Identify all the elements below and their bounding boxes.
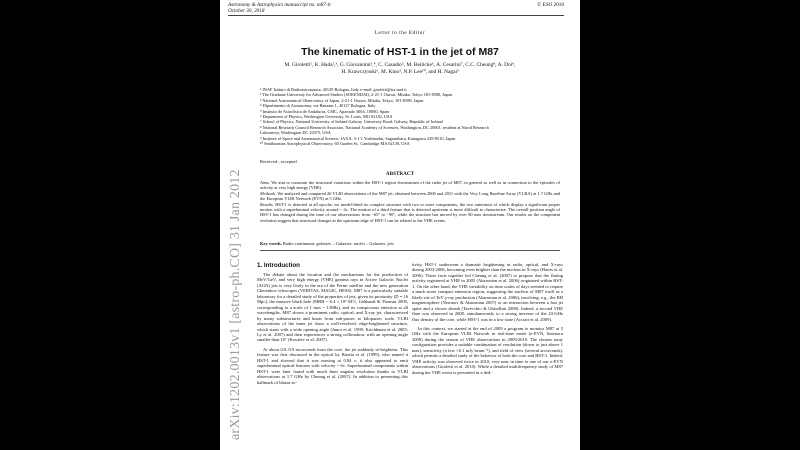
arxiv-watermark: arXiv:1202.0013v1 [astro-ph.CO] 31 Jan 2012 (228, 169, 243, 440)
paper-page (220, 0, 580, 450)
results-label: Results. (260, 201, 274, 207)
affiliation: ¹⁰ Smithsonian Astrophysical Observatory, 60 Garden St., Cambridge MA 02138, USA (260, 141, 410, 147)
author-line: H. Krawczynski⁶, M. Kino³, N.P. Lee¹⁰, and H. Nagai³ (341, 69, 459, 75)
affiliation: ² The Graduate University for Advanced Studies (SOKENDAI), 2-21-1 Osawa, Mitaka, Tokyo 181-8588, Japan (260, 92, 453, 98)
paragraph: tivity, HST-1 underwent a dramatic brightening in radio, optical, and X-rays during 2003-2006, becoming even brighter than the nucleus in X-rays (Harris et al. 2006). These facts together led Cheung et al. (2007) to propose that the flaring activity registered at VHE in 2005 (Aharonian et al. 2006) originated within HST-1. On the other hand, the VHE variability on time scales of days seemed to require a much more compact emission region, suggesting the nucleus of M87 itself as a likely site of TeV γ-ray production (Aharonian et al. 2006), involving, e.g., the BH magnetosphere (Neronov & Aharonian 2007) or an interaction between a fast jet spine and a slower sheath (Tavecchio & Ghisellini 2008). Indeed, a second VHE flare was observed in 2008, simultaneously to a strong increase of the 43-GHz flux density of the core, while HST-1 was in a low state (Acciari et al. 2009). (412, 262, 564, 322)
author-list (250, 62, 550, 76)
aims-text: We aim to constrain the structural variations within the HST-1 region downstream of the radio jet of M87, in general as well as in connection to the episodes of activity at very high energy (VHE). (260, 180, 560, 191)
abstract-body (260, 180, 560, 223)
affiliation: ⁹ Institute of Space and Astronautical Science, JAXA, 3-1-1 Yoshinodai, Sagamihara, Kanagawa 229-8510, Japan (260, 135, 456, 141)
copyright: © ESO 2018 (537, 2, 564, 8)
affiliation: ¹ INAF Istituto di Radioastronomia, 40129 Bologna, Italy e-mail: giroletti@ira.inaf.it (260, 87, 407, 92)
right-column (412, 262, 563, 379)
methods-text: We analyzed and compared 26 VLBI observations of the M87 jet, obtained between 2006 and 2011 with the Very Long Baseline Array (VLBA) at 1.7 GHz and the European VLBI Network (EVN) at 5 GHz. (260, 190, 560, 202)
keywords-rule (260, 250, 560, 251)
results-text: HST-1 is detected at all epochs; we model-fitted its complex structure with two or more components, the two outermost of which display a significant proper motion with a superluminal velocity around ~ 4c. The motion of a third feature that is detected upstream is more difficult to characterize. The overall position angle of HST-1 has changed during the time of our observations from −65° to −90°, while the structure has moved by over 80 mas downstream. Our results on the component evolution suggest that structural changes at the upstream edge of HST-1 can be related to the VHE events. (260, 201, 560, 223)
aims-label: Aims. (260, 180, 270, 185)
keywords-label: Key words. (260, 241, 282, 246)
affiliation: ⁴ Dipartimento di Astronomia, via Ranzani 1, 40127 Bologna, Italy (260, 103, 376, 109)
paragraph: At about 0.8–0.9 arcseconds from the core, the jet suddenly re-brightens. This feature was first discussed in the optical by Biretta et al. (1999), who named it HST-1 and showed that it was moving at 0.84 c; it also appeared to emit superluminal optical features with velocity ~ 6c. Superluminal components within HST-1 were later found with much finer angular resolution thanks to VLBI observations at 1.7 GHz by Cheung et al. (2007). In addition to presenting this hallmark of blazar ac- (257, 346, 408, 385)
author-line: M. Giroletti¹, K. Hada²,³, G. Giovannini¹,⁴, C. Casadio⁵, M. Beilicke⁶, A. Cesarini⁷, C.C. Cheung⁸, A. Doi⁹, (284, 62, 516, 68)
methods-label: Methods. (260, 190, 277, 196)
affiliation: ⁸ National Research Council Research Associate, National Academy of Sciences, Washington, DC 20001, resident at Naval Research (260, 124, 489, 130)
affiliations (260, 87, 560, 146)
received-line: Received ; accepted (260, 159, 297, 164)
section-heading: 1. Introduction (257, 262, 300, 269)
affiliation: ³ National Astronomical Observatory of Japan, 2-21-1 Osawa, Mitaka, Tokyo, 181-8588, Japan (260, 97, 424, 103)
manuscript-date: October 30, 2018 (228, 8, 265, 14)
keywords (260, 241, 560, 246)
header-rule (228, 15, 564, 16)
paragraph: In this context, we started at the end of 2009 a program to monitor M87 at 5 GHz with the European VLBI Network in real-time mode (e-EVN, Szomoru 2008) during the season of VHE observations in 2009/2010. The chosen array configuration provides a suitable combination of resolution (down to just above 1 mas), sensitivity (a few ×0.1 mJy beam⁻¹), and field of view (several arcseconds), which permits a detailed study of the behavior of both the core and HST-1. Indeed, VHE activity was observed twice in 2010, very near in time to one of our e-EVN observations (Giroletti et al. 2010). While a detailed multifrequency study of M87 during the VHE event is presented in a ded- (412, 325, 563, 375)
affiliation: Laboratory, Washington DC 20375, USA (260, 130, 331, 136)
letter-label: Letter to the Editor (374, 31, 426, 36)
journal-header (228, 2, 331, 14)
affiliation: ⁶ Department of Physics, Washington University, St. Louis, MO 63130, USA (260, 114, 393, 120)
affiliation: ⁵ Instituto de Astrofísica de Andalucía, CSIC, Apartado 3004, 18080, Spain (260, 108, 390, 114)
left-column (257, 272, 408, 389)
paragraph: The debate about the location and the mechanisms for the production of MeV/GeV, and very high energy (VHE) gamma rays in Active Galactic Nuclei (AGN) jets is very lively in the era of the Fermi satellite and the new generation Cherenkov telescopes (VERITAS, MAGIC, HESS). M87 is a particularly suitable laboratory for a detailed study of the properties of jets, given its proximity (D = 16 Mpc), the massive black hole (MBH ~ 6.4 × 10⁹ M☉, Gebhardt & Thomas 2009, corresponding to a scale of 1 mas ~ 130Rs), and its conspicuous emission at all wavelengths. M87 shows a prominent radio, optical, and X-ray jet, characterized by many substructures and knots from sub-parsec to kiloparsec scale. VLBI observations of the inner jet show a well-resolved, edge-brightened structure, which starts with a wide opening angle (Junor et al. 1999; Krichbaum et al. 2005; Ly et al. 2007) and then experiences a strong collimation, with an opening angle smaller than 10° (Kovalev et al. 2007). (257, 272, 408, 343)
abstract-heading: ABSTRACT (385, 171, 415, 177)
journal-name: Astronomy & Astrophysics manuscript no. m87-lc (228, 2, 332, 8)
affiliation: ⁷ School of Physics, National University of Ireland Galway, University Road, Galway, Republic of Ireland (260, 119, 443, 125)
keywords-text: Radio continuum: galaxies – Galaxies: nuclei – Galaxies: jets (282, 241, 394, 246)
paper-title: The kinematic of HST-1 in the jet of M87 (301, 46, 499, 58)
